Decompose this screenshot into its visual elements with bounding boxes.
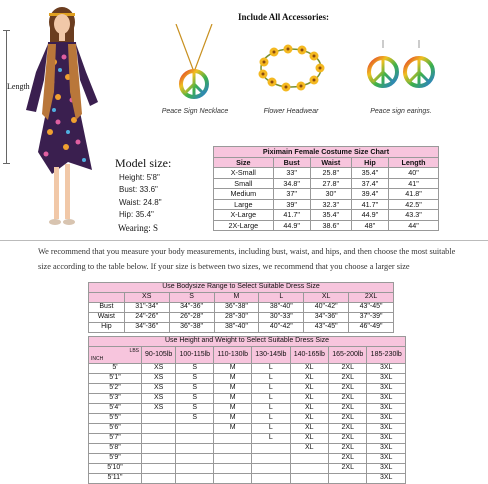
table-cell: M [214, 414, 252, 424]
length-tick-bottom [3, 163, 10, 164]
table-cell: 32.3" [310, 199, 351, 210]
table-cell: 38"-40" [259, 303, 304, 313]
table-cell: 3XL [367, 414, 406, 424]
header-cell: M [214, 293, 259, 303]
table-cell [214, 474, 252, 484]
header-cell: Size [214, 157, 274, 168]
table-cell: 40"-42" [259, 323, 304, 333]
table-cell: 3XL [367, 474, 406, 484]
header-cell: Length [389, 157, 439, 168]
table-cell: M [214, 404, 252, 414]
table-row [214, 220, 439, 231]
table-cell: L [252, 394, 290, 404]
table-cell: 44.9" [351, 210, 388, 221]
table-cell: 36"-38" [214, 303, 259, 313]
table-row [89, 454, 406, 464]
table-cell [252, 454, 290, 464]
table-cell: XL [290, 424, 328, 434]
row-label-cell: Small [214, 178, 274, 189]
table-cell: XL [290, 364, 328, 374]
row-label-cell: Medium [214, 189, 274, 200]
table-cell: XL [290, 384, 328, 394]
costume-size-chart [213, 146, 439, 231]
table-cell: XL [290, 444, 328, 454]
table-row [214, 210, 439, 221]
model-size-title: Model size: [115, 156, 172, 170]
table-cell: 2XL [329, 424, 367, 434]
table-cell: 33" [273, 168, 310, 179]
table-cell: 2XL [329, 434, 367, 444]
table-cell: 37" [273, 189, 310, 200]
flower-headband-icon [256, 44, 326, 92]
table-cell: 43"-45" [304, 323, 349, 333]
chart3-corner-cell [89, 347, 142, 364]
table-cell [176, 434, 214, 444]
table-cell: M [214, 424, 252, 434]
table-cell: S [176, 384, 214, 394]
model-wearing-size: Wearing: S [118, 223, 159, 233]
header-cell: 110-130lb [214, 347, 252, 364]
table-cell: S [176, 404, 214, 414]
table-cell: S [176, 414, 214, 424]
table-cell [176, 424, 214, 434]
table-cell: 24"-26" [124, 313, 169, 323]
table-cell: XL [290, 414, 328, 424]
necklace-caption: Peace Sign Necklace [161, 108, 229, 115]
model-bust: Bust: 33.6" [119, 185, 158, 194]
header-cell: Waist [310, 157, 351, 168]
table-cell: L [252, 364, 290, 374]
table-cell [142, 454, 176, 464]
table-cell: 36"-38" [169, 323, 214, 333]
table-cell: M [214, 374, 252, 384]
row-label-cell: 5'8" [89, 444, 142, 454]
chart2-caption: Use Bodysize Range to Select Suitable Dress Size [89, 283, 394, 293]
peace-earrings-icon [366, 40, 436, 100]
table-cell [252, 474, 290, 484]
table-cell: 40"-42" [304, 303, 349, 313]
table-row [89, 384, 406, 394]
table-cell: 2XL [329, 374, 367, 384]
header-cell: 130-145lb [252, 347, 290, 364]
length-tick-top [3, 30, 10, 31]
table-row [214, 189, 439, 200]
row-label-cell: 5'4" [89, 404, 142, 414]
table-cell: 42.5" [389, 199, 439, 210]
table-cell: 38"-40" [214, 323, 259, 333]
table-cell [176, 444, 214, 454]
table-row [89, 474, 406, 484]
chart1-caption: Piximain Female Costume Size Chart [214, 147, 439, 158]
recommendation-text: We recommend that you measure your body measurements, including bust, waist, and hips, and then choose the most suitable size according to the table below. If your size is between two sizes, we recommend that you choose a larger size [38, 247, 456, 271]
table-cell [290, 474, 328, 484]
row-label-cell: 5'6" [89, 424, 142, 434]
header-cell: 2XL [349, 293, 394, 303]
chart3-caption: Use Height and Weight to Select Suitable Dress Size [89, 337, 406, 347]
table-row [89, 374, 406, 384]
table-cell [176, 474, 214, 484]
table-cell: 3XL [367, 454, 406, 464]
table-cell: L [252, 414, 290, 424]
table-cell [176, 454, 214, 464]
table-cell: 2XL [329, 404, 367, 414]
table-cell: XS [142, 364, 176, 374]
table-cell: 2XL [329, 454, 367, 464]
header-cell: 90-105lb [142, 347, 176, 364]
table-cell: M [214, 384, 252, 394]
chart1-header-row [214, 157, 439, 168]
table-cell: 48" [351, 220, 388, 231]
table-cell [142, 414, 176, 424]
table-cell: 3XL [367, 464, 406, 474]
table-cell [214, 454, 252, 464]
table-cell: M [214, 394, 252, 404]
table-cell: L [252, 434, 290, 444]
table-cell: 3XL [367, 374, 406, 384]
table-cell: 37"-39" [349, 313, 394, 323]
table-row [89, 424, 406, 434]
table-cell: S [176, 364, 214, 374]
table-cell: S [176, 394, 214, 404]
table-cell: 34.8" [273, 178, 310, 189]
table-cell: 3XL [367, 424, 406, 434]
height-weight-chart [88, 336, 406, 484]
row-label-cell: 5'2" [89, 384, 142, 394]
table-cell: 40" [389, 168, 439, 179]
table-cell: XL [290, 374, 328, 384]
table-cell: 39.4" [351, 189, 388, 200]
header-cell: 140-165lb [290, 347, 328, 364]
table-row [89, 444, 406, 454]
table-cell [290, 454, 328, 464]
table-cell [176, 464, 214, 474]
row-label-cell: Hip [89, 323, 125, 333]
row-label-cell: Bust [89, 303, 125, 313]
table-row [214, 178, 439, 189]
row-label-cell: Waist [89, 313, 125, 323]
table-cell: L [252, 374, 290, 384]
table-cell: 3XL [367, 394, 406, 404]
length-measure-line [6, 30, 7, 164]
table-cell: L [252, 404, 290, 414]
table-cell [290, 464, 328, 474]
table-cell: 44" [389, 220, 439, 231]
row-label-cell: X-Small [214, 168, 274, 179]
table-cell [142, 434, 176, 444]
table-cell: 43"-45" [349, 303, 394, 313]
corner-lbs-label: LBS [129, 348, 139, 354]
table-row [89, 414, 406, 424]
table-cell [142, 424, 176, 434]
header-cell: L [259, 293, 304, 303]
row-label-cell: 5'9" [89, 454, 142, 464]
chart2-header-row [89, 293, 394, 303]
table-cell: 41.7" [273, 210, 310, 221]
table-cell: 3XL [367, 444, 406, 454]
header-cell: 185-230lb [367, 347, 406, 364]
corner-inch-label: INCH [91, 355, 104, 362]
bodysize-range-chart [88, 282, 394, 333]
table-cell [252, 444, 290, 454]
table-cell: 2XL [329, 414, 367, 424]
header-cell: Hip [351, 157, 388, 168]
table-cell: XS [142, 374, 176, 384]
table-row [89, 464, 406, 474]
table-row [89, 323, 394, 333]
table-cell: 46"-49" [349, 323, 394, 333]
table-cell [252, 464, 290, 474]
table-cell: 2XL [329, 464, 367, 474]
accessories-title: Include All Accessories: [238, 12, 329, 22]
table-cell: 30"-33" [259, 313, 304, 323]
header-cell: S [169, 293, 214, 303]
table-cell: L [252, 384, 290, 394]
row-label-cell: 5'5" [89, 414, 142, 424]
table-cell: 35.4" [351, 168, 388, 179]
table-cell: XS [142, 384, 176, 394]
headband-caption: Flower Headwear [263, 108, 319, 115]
table-cell: 3XL [367, 404, 406, 414]
row-label-cell: 5'10" [89, 464, 142, 474]
header-cell: XS [124, 293, 169, 303]
table-cell [142, 474, 176, 484]
table-row [89, 434, 406, 444]
table-cell [142, 444, 176, 454]
table-cell: 34"-36" [124, 323, 169, 333]
header-cell: Bust [273, 157, 310, 168]
header-cell: XL [304, 293, 349, 303]
table-cell: 25.8" [310, 168, 351, 179]
table-row [89, 303, 394, 313]
peace-necklace-icon [168, 24, 220, 100]
table-cell: 34"-36" [304, 313, 349, 323]
table-cell: 28"-30" [214, 313, 259, 323]
section-divider [0, 240, 488, 241]
table-cell: 2XL [329, 384, 367, 394]
table-row [214, 168, 439, 179]
table-cell: 37.4" [351, 178, 388, 189]
row-label-cell: X-Large [214, 210, 274, 221]
table-cell: XS [142, 404, 176, 414]
table-cell: XS [142, 394, 176, 404]
header-cell: 100-115lb [176, 347, 214, 364]
chart3-header-row [89, 347, 406, 364]
row-label-cell: Large [214, 199, 274, 210]
table-cell: 34"-36" [169, 303, 214, 313]
row-label-cell: 5' [89, 364, 142, 374]
table-cell: 2XL [329, 394, 367, 404]
earrings-caption: Peace sign earings. [370, 108, 432, 115]
table-cell: XL [290, 404, 328, 414]
model-height: Height: 5'8" [119, 173, 160, 182]
table-cell: 41.7" [351, 199, 388, 210]
table-cell: M [214, 364, 252, 374]
row-label-cell: 5'3" [89, 394, 142, 404]
table-cell [214, 444, 252, 454]
table-cell: 2XL [329, 444, 367, 454]
header-cell: 165-200lb [329, 347, 367, 364]
table-cell [214, 434, 252, 444]
table-cell: 38.6" [310, 220, 351, 231]
table-cell: 43.3" [389, 210, 439, 221]
header-cell [89, 293, 125, 303]
row-label-cell: 5'1" [89, 374, 142, 384]
table-cell: 26"-28" [169, 313, 214, 323]
row-label-cell: 5'11" [89, 474, 142, 484]
table-cell: 41.8" [389, 189, 439, 200]
model-photo [18, 2, 104, 234]
model-waist: Waist: 24.8" [119, 198, 162, 207]
table-cell: 3XL [367, 384, 406, 394]
row-label-cell: 2X-Large [214, 220, 274, 231]
table-row [89, 404, 406, 414]
table-cell [214, 464, 252, 474]
table-cell: 27.8" [310, 178, 351, 189]
table-cell: 2XL [329, 364, 367, 374]
length-label: Length [7, 82, 30, 91]
table-cell: XL [290, 434, 328, 444]
table-cell: 30" [310, 189, 351, 200]
table-cell [142, 464, 176, 474]
table-cell: 31"-34" [124, 303, 169, 313]
table-row [89, 313, 394, 323]
table-row [214, 199, 439, 210]
table-cell: 41" [389, 178, 439, 189]
table-cell: 3XL [367, 364, 406, 374]
table-cell: 3XL [367, 434, 406, 444]
table-cell: 35.4" [310, 210, 351, 221]
table-cell: XL [290, 394, 328, 404]
table-cell: L [252, 424, 290, 434]
table-cell: S [176, 374, 214, 384]
table-cell: 39" [273, 199, 310, 210]
row-label-cell: 5'7" [89, 434, 142, 444]
model-hip: Hip: 35.4" [119, 210, 154, 219]
table-cell: 44.9" [273, 220, 310, 231]
table-cell [329, 474, 367, 484]
table-row [89, 394, 406, 404]
table-row [89, 364, 406, 374]
